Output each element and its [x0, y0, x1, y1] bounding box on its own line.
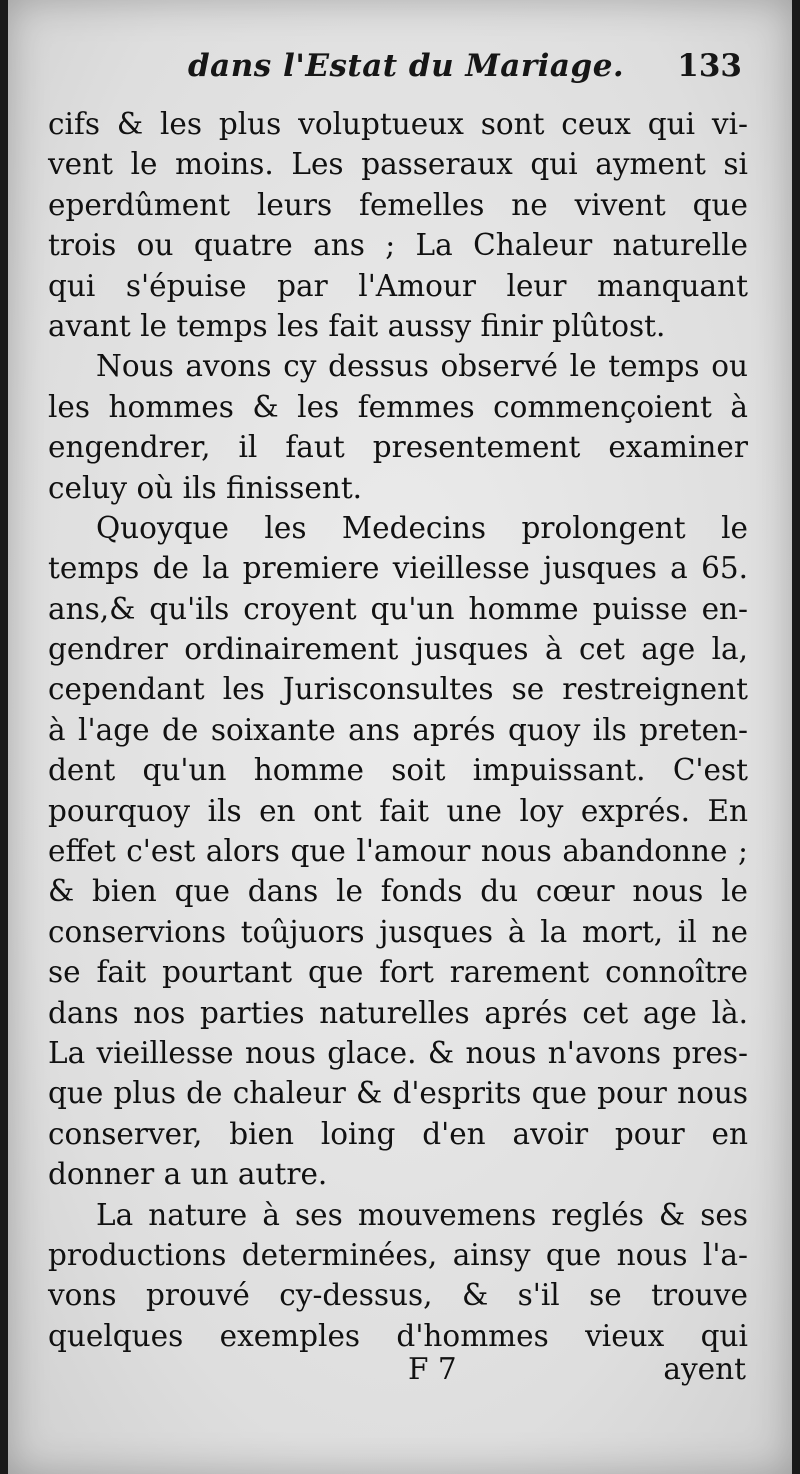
text-line: cifs & les plus voluptueux sont ceux qui vi-	[48, 107, 748, 141]
signature-mark: F 7	[408, 1352, 457, 1386]
text-line: eperdûment leurs femelles ne vivent que	[48, 187, 748, 222]
text-line: qui s'épuise par l'Amour leur manquant	[48, 268, 748, 303]
text-line: vent le moins. Les passeraux qui ayment si	[48, 147, 748, 182]
text-line: conservions toûjuors jusques à la mort, il ne	[48, 914, 748, 949]
text-line: les hommes & les femmes commençoient à	[48, 389, 748, 424]
text-line: La vieillesse nous glace. & nous n'avons pres-	[48, 1035, 748, 1070]
text-line: avant le temps les fait aussy finir plûtost.	[48, 308, 666, 343]
text-line: celuy où ils finissent.	[48, 470, 363, 505]
book-page	[8, 0, 792, 1474]
page-header	[48, 48, 754, 100]
text-line: se fait pourtant que fort rarement connoître	[48, 955, 748, 990]
page-number: 133	[677, 48, 742, 84]
page-footer	[48, 1352, 748, 1396]
text-line: à l'age de soixante ans aprés quoy ils preten-	[48, 712, 748, 747]
text-line: productions determinées, ainsy que nous l'a-	[48, 1237, 748, 1272]
paragraph-start-line: Quoyque les Medecins prolongent le	[96, 510, 748, 545]
text-line: ans,& qu'ils croyent qu'un homme puisse en-	[48, 591, 748, 626]
text-line: conserver, bien loing d'en avoir pour en	[48, 1116, 748, 1151]
text-line: gendrer ordinairement jusques à cet age la,	[48, 632, 748, 667]
text-line: cependant les Jurisconsultes se restreignent	[48, 672, 748, 707]
text-line: vons prouvé cy-dessus, & s'il se trouve	[48, 1278, 748, 1313]
paragraph-start-line: La nature à ses mouvemens reglés & ses	[96, 1197, 748, 1232]
running-title: dans l'Estat du Mariage.	[188, 48, 625, 84]
text-line: dans nos parties naturelles aprés cet age là.	[48, 995, 748, 1030]
text-line: temps de la premiere vieillesse jusques a 65.	[48, 551, 748, 586]
text-line: & bien que dans le fonds du cœur nous le	[48, 874, 748, 909]
paragraph-start-line: Nous avons cy dessus observé le temps ou	[96, 349, 748, 384]
text-line: effet c'est alors que l'amour nous abandonne ;	[48, 834, 748, 869]
text-line: pourquoy ils en ont fait une loy exprés. En	[48, 793, 748, 828]
text-line: quelques exemples d'hommes vieux qui	[48, 1318, 748, 1353]
text-line: que plus de chaleur & d'esprits que pour nous	[48, 1076, 748, 1111]
body-text	[48, 104, 748, 1356]
text-line: trois ou quatre ans ; La Chaleur naturelle	[48, 228, 748, 263]
text-line: donner a un autre.	[48, 1157, 328, 1192]
text-line: engendrer, il faut presentement examiner	[48, 430, 748, 465]
text-line: dent qu'un homme soit impuissant. C'est	[48, 753, 748, 788]
catchword: ayent	[663, 1352, 746, 1386]
